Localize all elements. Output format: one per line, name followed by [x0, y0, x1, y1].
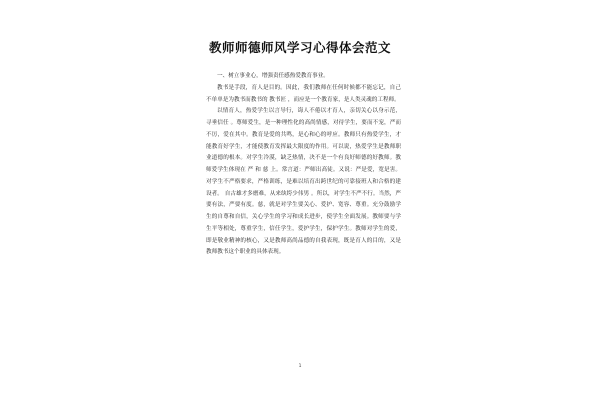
paragraph-heading-1: 一、树立事业心，增强责任感热爱教育事业。 — [217, 73, 329, 79]
paragraph-2: 教书是手段，育人是目的。因此，我们教师在任何时候都不能忘记，自己不单单是为教书而教书的 教书匠 ，而应是一个教育家，是人类灵魂的工程师。 — [206, 84, 401, 103]
document-body — [206, 71, 401, 259]
page-number: 1 — [298, 364, 302, 369]
document-title: 教师师德师风学习心得体会范文 — [208, 40, 391, 55]
paragraph-3: 以情育人，热爱学生以言导行，诲人不倦以才育人，亲切关心以身示范，寻垂信任 。尊师爱生，是一种理性化的高尚情感，对待学生，要而不宠，严而不厉，爱在其中。教育是爱的共鸣，是心和心的呼应。教师只有热爱学生，才能教育好学生，才能使教育发挥最大限度的作用。可以说，热爱学生是教师职业道德的根本。对学生冷漠，缺乏热情，决不是一个有良好师德的好教师。教师爱学生体现在 严 和 慈 上。常言道：严师出高徒。又说：严是爱，宽是害。对学生不严格要求，严格训练，是难以培育出跨世纪的可靠接班人和合格的建设者。 自古雄才多磨难，从来纨绔少伟男 。所以，对学生不严不行。当然，严要有法，严要有度。慈，就是对学生要关心、爱护、宽容、尊重。充分鼓励学生的自尊和自信，关心学生的学习和成长进步，使学生全面发展。教师要与学生平等相处，尊重学生，信任学生，爱护学生，保护学生。教师对学生的爱，即是敬业精神的核心，又是教师高尚品德的自我表现，既是育人的目的，又是教师教书这个职业的具体表现。 — [206, 108, 401, 256]
